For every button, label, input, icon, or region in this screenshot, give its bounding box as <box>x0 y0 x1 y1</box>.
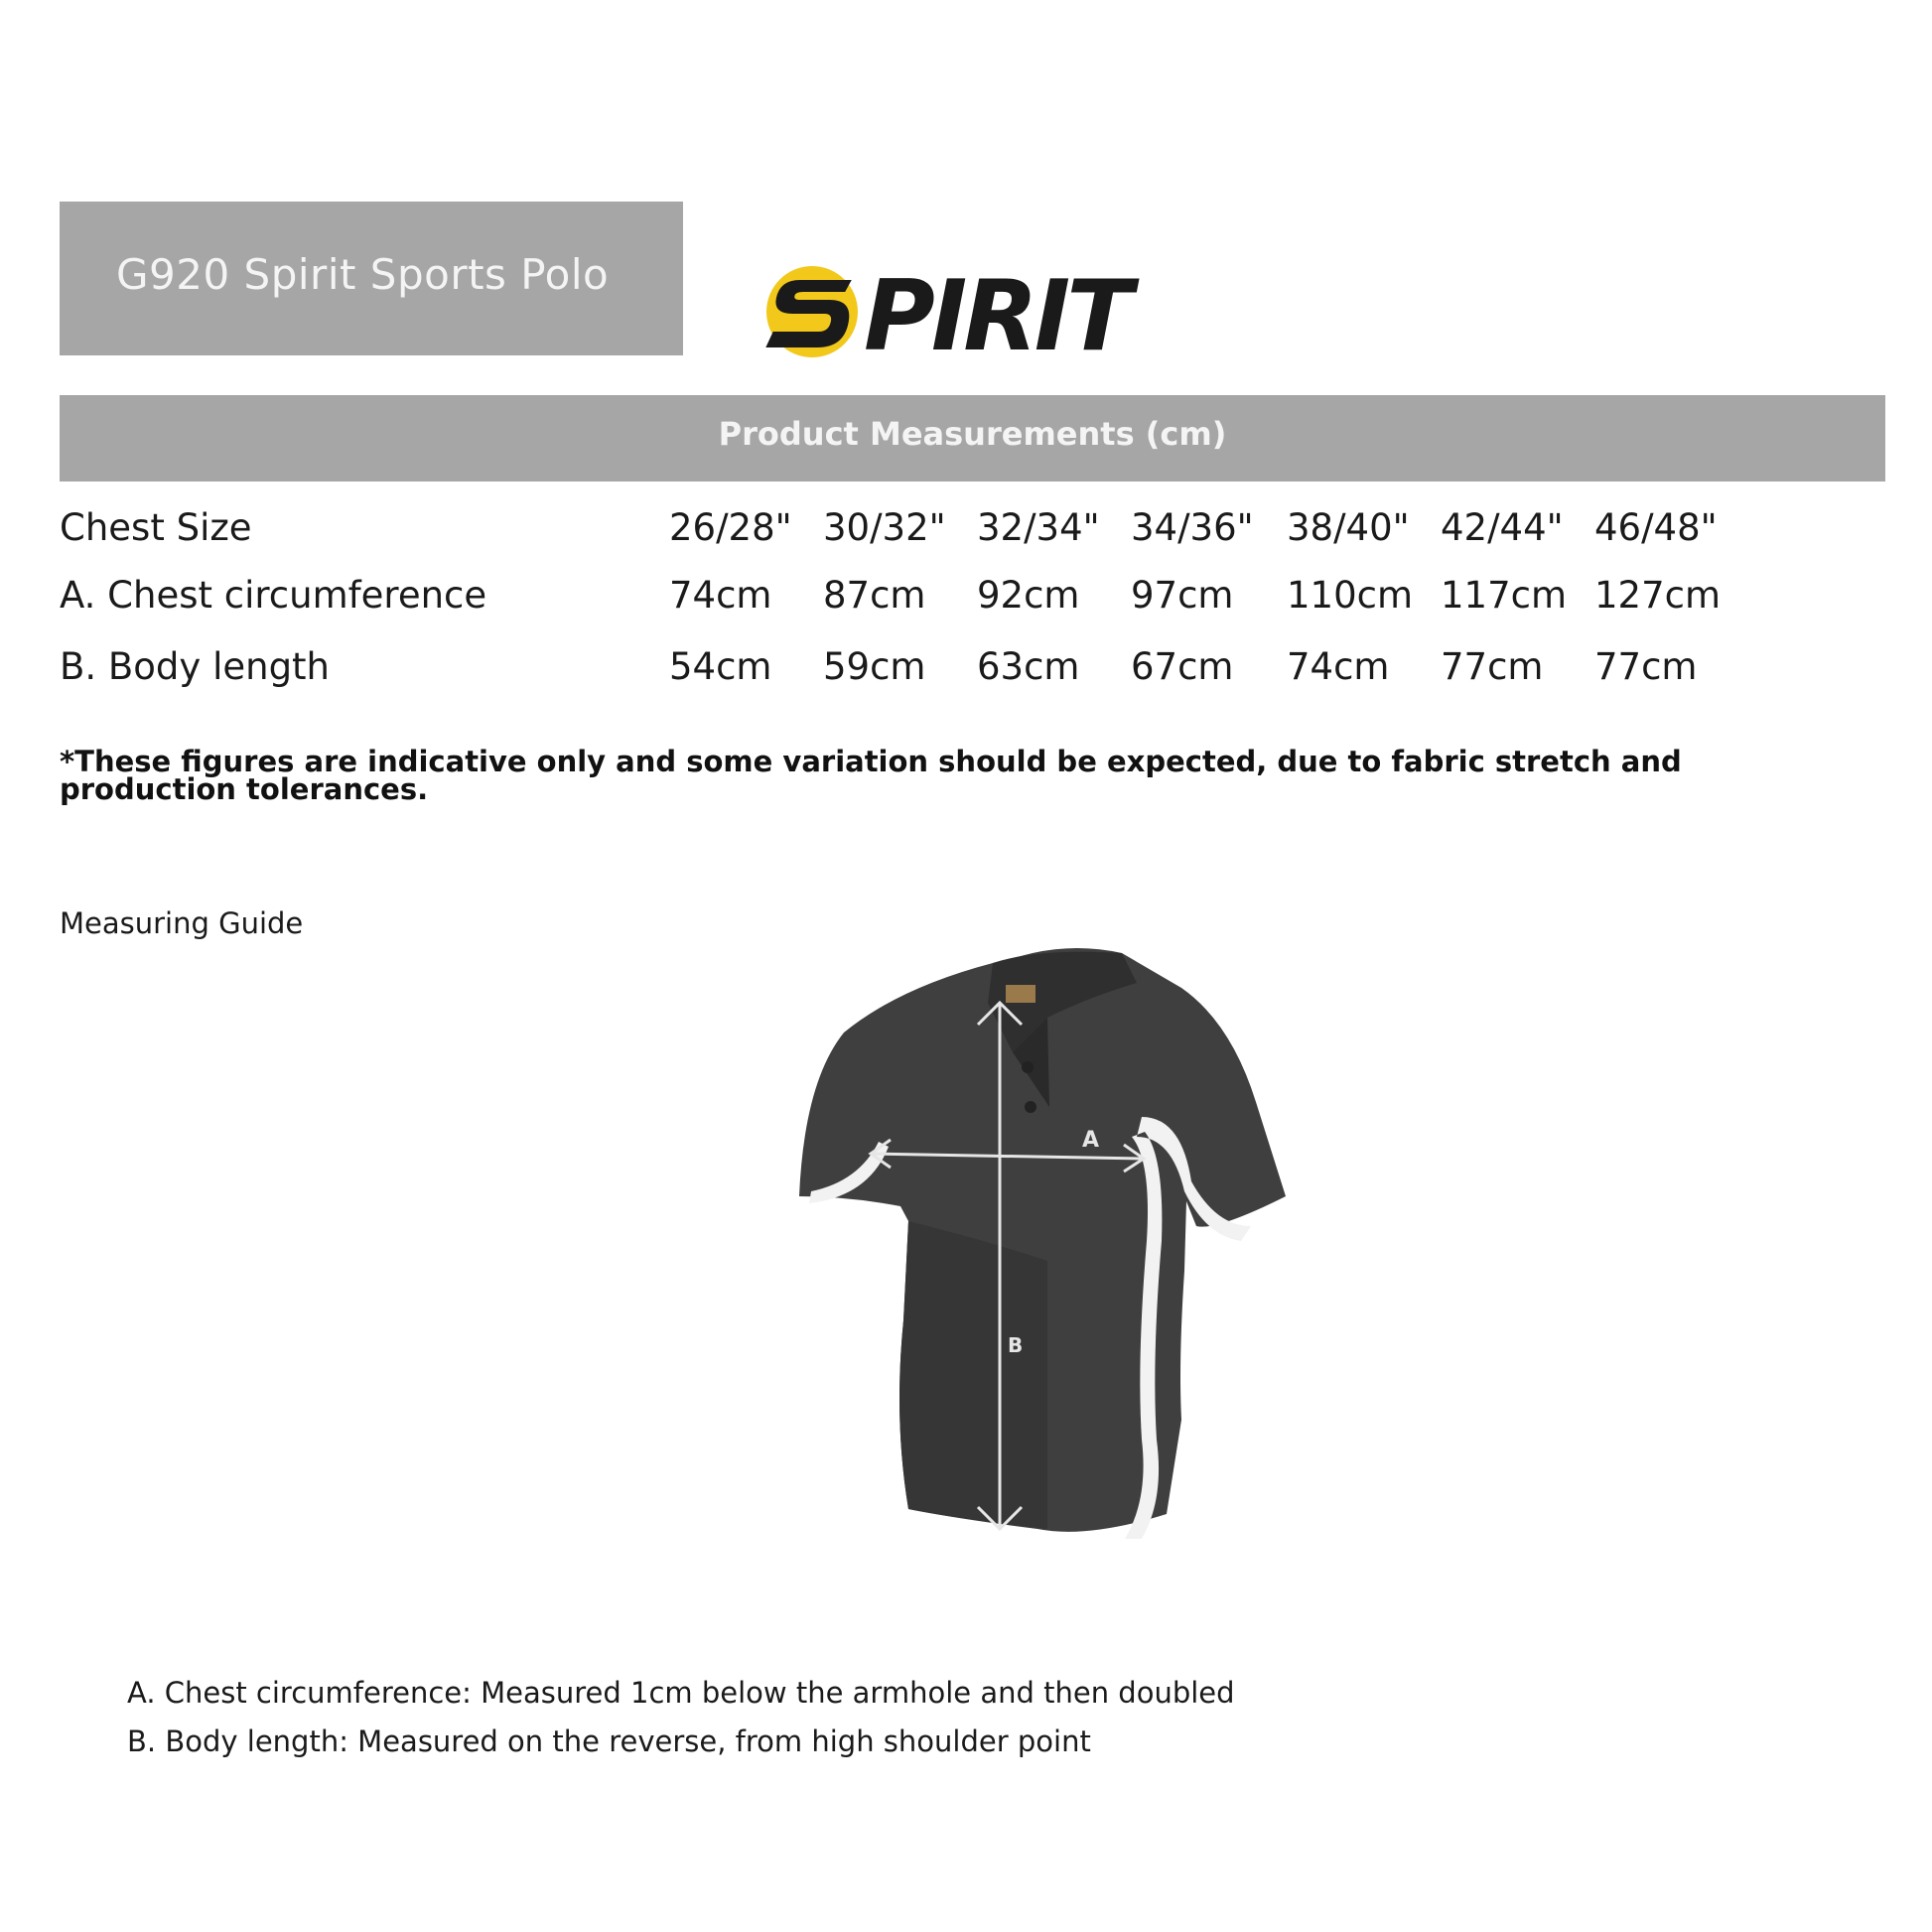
table-cell: 63cm <box>977 645 1080 688</box>
table-cell: 32/34" <box>977 506 1100 549</box>
marker-a-label: A <box>1082 1128 1100 1153</box>
table-cell: 110cm <box>1287 574 1414 617</box>
table-cell: 46/48" <box>1594 506 1718 549</box>
row-label: Chest Size <box>60 506 252 549</box>
table-cell: 38/40" <box>1287 506 1410 549</box>
collar-label <box>1006 985 1035 1003</box>
definition-body-length: B. Body length: Measured on the reverse, from high shoulder point <box>127 1725 1091 1758</box>
measurements-band-title: Product Measurements (cm) <box>60 395 1885 482</box>
marker-b-label: B <box>1008 1333 1024 1357</box>
table-cell: 30/32" <box>823 506 946 549</box>
table-cell: 77cm <box>1594 645 1698 688</box>
row-label: A. Chest circumference <box>60 574 487 617</box>
table-cell: 26/28" <box>669 506 792 549</box>
disclaimer-note: *These figures are indicative only and some variation should be expected, due to fabric stretch and production tolerances. <box>60 745 1682 806</box>
table-cell: 87cm <box>823 574 926 617</box>
measuring-guide-title: Measuring Guide <box>60 906 304 940</box>
product-title: G920 Spirit Sports Polo <box>60 202 683 355</box>
table-cell: 54cm <box>669 645 772 688</box>
button-icon <box>1022 1061 1034 1073</box>
spirit-logo <box>764 260 1172 363</box>
button-icon <box>1025 1101 1036 1113</box>
table-cell: 127cm <box>1594 574 1722 617</box>
definition-chest: A. Chest circumference: Measured 1cm below the armhole and then doubled <box>127 1676 1235 1710</box>
table-cell: 74cm <box>669 574 772 617</box>
table-cell: 77cm <box>1441 645 1544 688</box>
table-cell: 42/44" <box>1441 506 1564 549</box>
table-cell: 74cm <box>1287 645 1390 688</box>
table-cell: 117cm <box>1441 574 1568 617</box>
table-cell: 67cm <box>1131 645 1234 688</box>
polo-shirt-icon <box>789 943 1306 1564</box>
table-cell: 97cm <box>1131 574 1234 617</box>
logo-s-emblem <box>765 266 858 357</box>
table-cell: 59cm <box>823 645 926 688</box>
table-cell: 34/36" <box>1131 506 1254 549</box>
logo-wordmark: PIRIT <box>864 260 1130 363</box>
row-label: B. Body length <box>60 645 331 688</box>
table-cell: 92cm <box>977 574 1080 617</box>
